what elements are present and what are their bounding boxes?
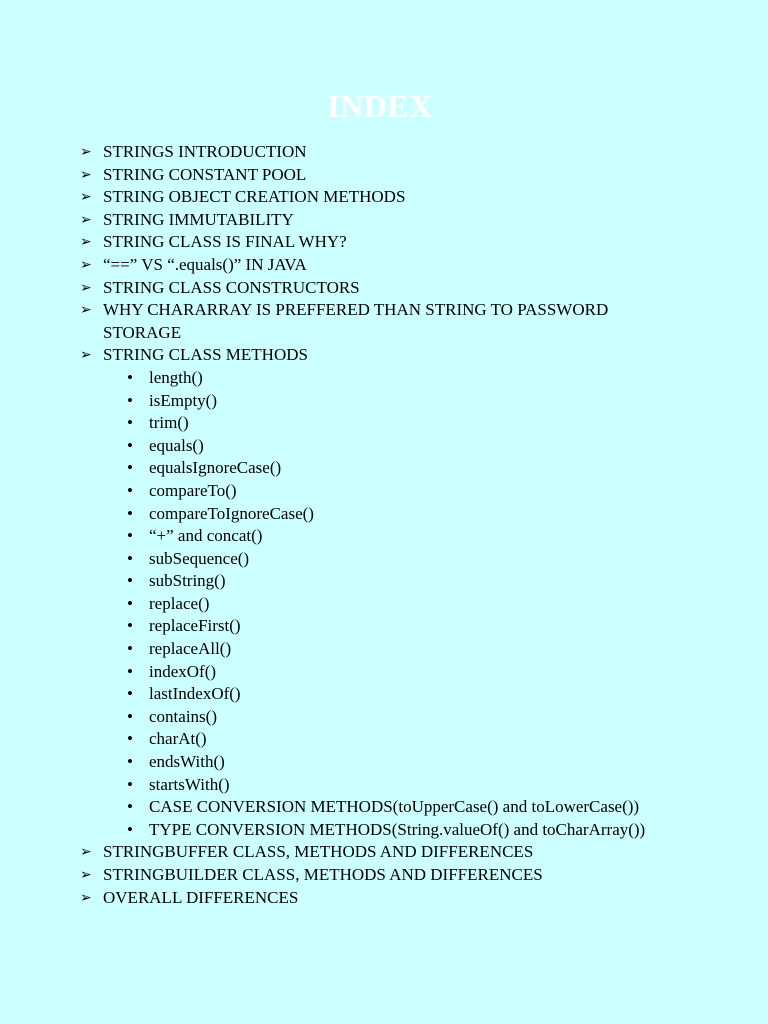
sub-item-label: CASE CONVERSION METHODS(toUpperCase() and toLowerCase()) xyxy=(149,797,640,817)
dot-bullet-icon: • xyxy=(127,616,133,636)
toc-item xyxy=(0,841,768,864)
sub-item-label: replace() xyxy=(149,593,210,613)
sub-item-label: isEmpty() xyxy=(149,390,217,410)
toc-item-label: STRING CONSTANT POOL xyxy=(103,164,307,184)
sub-item xyxy=(103,706,658,729)
toc-item-label: STRING CLASS IS FINAL WHY? xyxy=(103,232,347,252)
toc-item-label: WHY CHARARRAY IS PREFFERED THAN STRING TO PASSWORD STORAGE xyxy=(103,300,609,342)
toc-item xyxy=(0,277,768,300)
sub-list xyxy=(103,367,658,841)
arrow-bullet-icon: ➢ xyxy=(80,889,92,906)
toc-item-label: STRINGS INTRODUCTION xyxy=(103,142,307,161)
sub-item-label: startsWith() xyxy=(149,774,230,794)
toc-item xyxy=(0,186,768,209)
sub-item-label: indexOf() xyxy=(149,661,217,681)
sub-item-label: equals() xyxy=(149,435,204,455)
sub-item-label: “+” and concat() xyxy=(149,526,263,546)
dot-bullet-icon: • xyxy=(127,639,133,659)
dot-bullet-icon: • xyxy=(127,661,133,681)
dot-bullet-icon: • xyxy=(127,390,133,410)
toc-item xyxy=(0,254,768,277)
arrow-bullet-icon: ➢ xyxy=(80,234,92,251)
sub-item xyxy=(103,751,658,774)
sub-item xyxy=(103,457,658,480)
toc-item-label: STRING IMMUTABILITY xyxy=(103,209,294,229)
dot-bullet-icon: • xyxy=(127,797,133,817)
dot-bullet-icon: • xyxy=(127,526,133,546)
arrow-bullet-icon: ➢ xyxy=(80,867,92,883)
sub-item xyxy=(103,593,658,616)
sub-item xyxy=(103,435,658,458)
toc-item xyxy=(0,299,768,344)
dot-bullet-icon: • xyxy=(127,729,133,749)
dot-bullet-icon: • xyxy=(127,480,133,500)
sub-item xyxy=(103,683,658,706)
dot-bullet-icon: • xyxy=(127,367,133,387)
sub-item-label: replaceFirst() xyxy=(149,616,241,636)
sub-item xyxy=(103,412,658,435)
toc-item-label: OVERALL DIFFERENCES xyxy=(103,887,299,907)
sub-item xyxy=(103,503,658,526)
dot-bullet-icon: • xyxy=(127,819,133,839)
sub-item-label: lastIndexOf() xyxy=(149,684,241,704)
toc-item xyxy=(0,231,768,254)
sub-item xyxy=(103,661,658,684)
dot-bullet-icon: • xyxy=(127,548,133,568)
sub-item xyxy=(103,548,658,571)
dot-bullet-icon: • xyxy=(127,774,133,794)
sub-item-label: subSequence() xyxy=(149,548,250,568)
sub-item xyxy=(103,390,658,413)
arrow-bullet-icon: ➢ xyxy=(80,302,92,319)
sub-item-label: endsWith() xyxy=(149,752,225,772)
toc-item-label: STRINGBUILDER CLASS, METHODS AND DIFFERENCES xyxy=(103,865,543,884)
sub-item xyxy=(103,367,658,390)
dot-bullet-icon: • xyxy=(127,458,133,478)
arrow-bullet-icon: ➢ xyxy=(80,256,92,273)
page-title: INDEX xyxy=(327,88,433,124)
toc-item xyxy=(0,164,768,187)
sub-item xyxy=(103,819,658,842)
toc-item-label: STRING OBJECT CREATION METHODS xyxy=(103,187,406,207)
sub-item-label: contains() xyxy=(149,706,217,726)
sub-item-label: subString() xyxy=(149,571,226,591)
sub-item-label: equalsIgnoreCase() xyxy=(149,458,282,478)
toc-item xyxy=(0,209,768,232)
sub-item xyxy=(103,570,658,593)
sub-item xyxy=(103,638,658,661)
dot-bullet-icon: • xyxy=(127,706,133,726)
toc-item xyxy=(0,141,768,164)
sub-item xyxy=(103,615,658,638)
arrow-bullet-icon: ➢ xyxy=(80,144,92,160)
dot-bullet-icon: • xyxy=(127,593,133,613)
arrow-bullet-icon: ➢ xyxy=(80,211,92,228)
toc-item-label: “==” VS “.equals()” IN JAVA xyxy=(103,254,307,274)
dot-bullet-icon: • xyxy=(127,503,133,523)
sub-item-label: charAt() xyxy=(149,729,207,749)
sub-item-label: compareTo() xyxy=(149,480,237,500)
sub-item xyxy=(103,728,658,751)
sub-item-label: TYPE CONVERSION METHODS(String.valueOf() and toCharArray()) xyxy=(149,819,646,839)
toc-item xyxy=(0,864,768,887)
arrow-bullet-icon: ➢ xyxy=(80,347,92,364)
arrow-bullet-icon: ➢ xyxy=(80,844,92,861)
dot-bullet-icon: • xyxy=(127,413,133,433)
sub-item-label: length() xyxy=(149,367,203,387)
dot-bullet-icon: • xyxy=(127,752,133,772)
table-of-contents xyxy=(0,141,768,909)
arrow-bullet-icon: ➢ xyxy=(80,279,92,296)
sub-item-label: replaceAll() xyxy=(149,639,232,659)
dot-bullet-icon: • xyxy=(127,571,133,591)
sub-item xyxy=(103,480,658,503)
sub-item xyxy=(103,774,658,797)
toc-item-label: STRING CLASS CONSTRUCTORS xyxy=(103,277,360,297)
sub-item-label: compareToIgnoreCase() xyxy=(149,503,314,523)
dot-bullet-icon: • xyxy=(127,684,133,704)
sub-item-label: trim() xyxy=(149,413,189,433)
sub-item xyxy=(103,796,658,819)
arrow-bullet-icon: ➢ xyxy=(80,166,92,183)
toc-item xyxy=(0,887,768,910)
toc-item-label: STRINGBUFFER CLASS, METHODS AND DIFFERENCES xyxy=(103,842,534,862)
toc-item xyxy=(0,344,768,841)
sub-item xyxy=(103,525,658,548)
dot-bullet-icon: • xyxy=(127,435,133,455)
arrow-bullet-icon: ➢ xyxy=(80,189,92,206)
toc-item-label: STRING CLASS METHODS xyxy=(103,345,308,365)
